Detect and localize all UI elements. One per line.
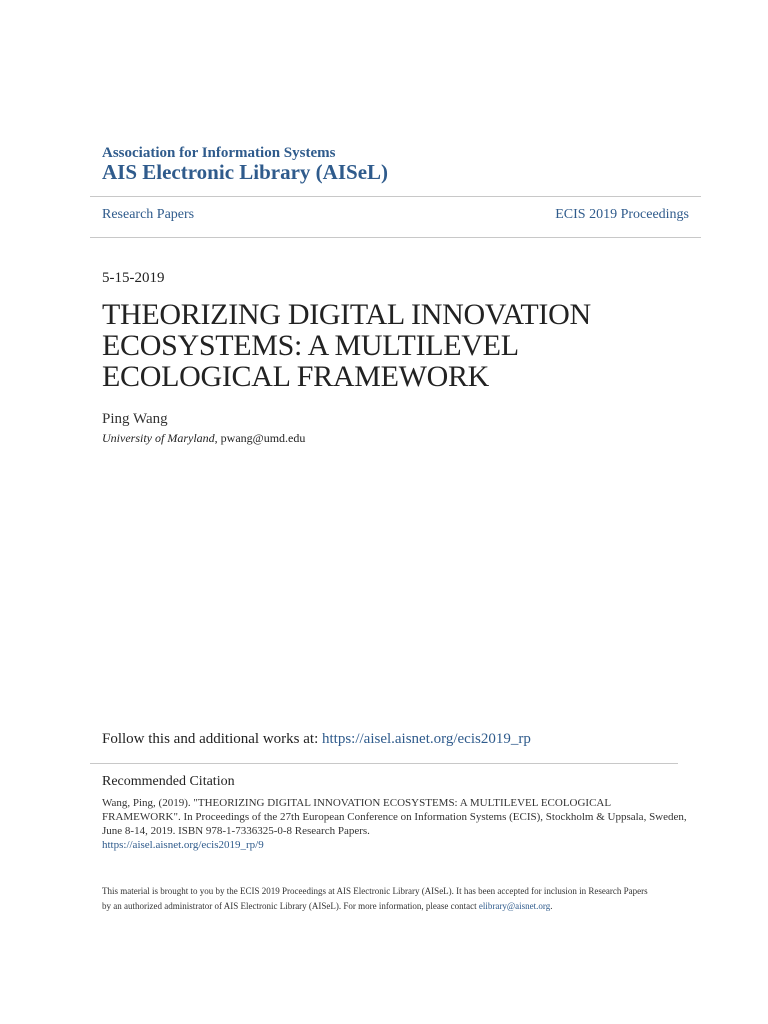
footer-line-text: by an authorized administrator of AIS Electronic Library (AISeL). For more information, please contact bbox=[102, 901, 479, 911]
citation-line: June 8-14, 2019. ISBN 978-1-7336325-0-8 Research Papers. bbox=[102, 825, 370, 837]
citation-heading: Recommended Citation bbox=[102, 774, 235, 789]
author-institution: University of Maryland bbox=[102, 431, 215, 445]
author-affiliation bbox=[102, 431, 305, 446]
citation-line: FRAMEWORK". In Proceedings of the 27th European Conference on Information Systems (ECIS), Stockholm & Uppsala, Sweden, bbox=[102, 811, 687, 823]
author-name: Ping Wang bbox=[102, 411, 168, 427]
publication-date: 5-15-2019 bbox=[102, 270, 165, 286]
contact-email-link[interactable]: elibrary@aisnet.org bbox=[478, 901, 551, 911]
follow-label: Follow this and additional works at: bbox=[102, 731, 322, 747]
research-papers-link[interactable]: Research Papers bbox=[102, 207, 195, 222]
citation-text bbox=[102, 796, 687, 852]
footer-notice bbox=[102, 884, 682, 914]
paper-title-line: ECOLOGICAL FRAMEWORK bbox=[102, 360, 490, 393]
follow-works-line bbox=[102, 731, 531, 748]
citation-divider bbox=[90, 763, 678, 764]
citation-line: Wang, Ping, (2019). "THEORIZING DIGITAL INNOVATION ECOSYSTEMS: A MULTILEVEL ECOLOGICAL bbox=[102, 797, 612, 809]
proceedings-link[interactable]: ECIS 2019 Proceedings bbox=[555, 207, 689, 222]
author-email: , pwang@umd.edu bbox=[214, 431, 306, 445]
paper-title-line: ECOSYSTEMS: A MULTILEVEL bbox=[102, 329, 519, 362]
header-divider-top bbox=[90, 196, 701, 197]
collection-url-link[interactable]: https://aisel.aisnet.org/ecis2019_rp bbox=[321, 731, 531, 747]
footer-line-end: . bbox=[550, 901, 553, 911]
header-divider-bottom bbox=[90, 237, 701, 238]
footer-line bbox=[102, 899, 682, 914]
paper-title bbox=[102, 299, 722, 392]
organization-name: Association for Information Systems bbox=[102, 145, 336, 161]
library-name[interactable]: AIS Electronic Library (AISeL) bbox=[102, 160, 389, 184]
paper-title-line: THEORIZING DIGITAL INNOVATION bbox=[102, 298, 591, 331]
footer-line: This material is brought to you by the ECIS 2019 Proceedings at AIS Electronic Library (AISeL). It has been accepted for inclusion in Research Papers bbox=[102, 886, 648, 896]
citation-url-link[interactable]: https://aisel.aisnet.org/ecis2019_rp/9 bbox=[102, 839, 264, 851]
